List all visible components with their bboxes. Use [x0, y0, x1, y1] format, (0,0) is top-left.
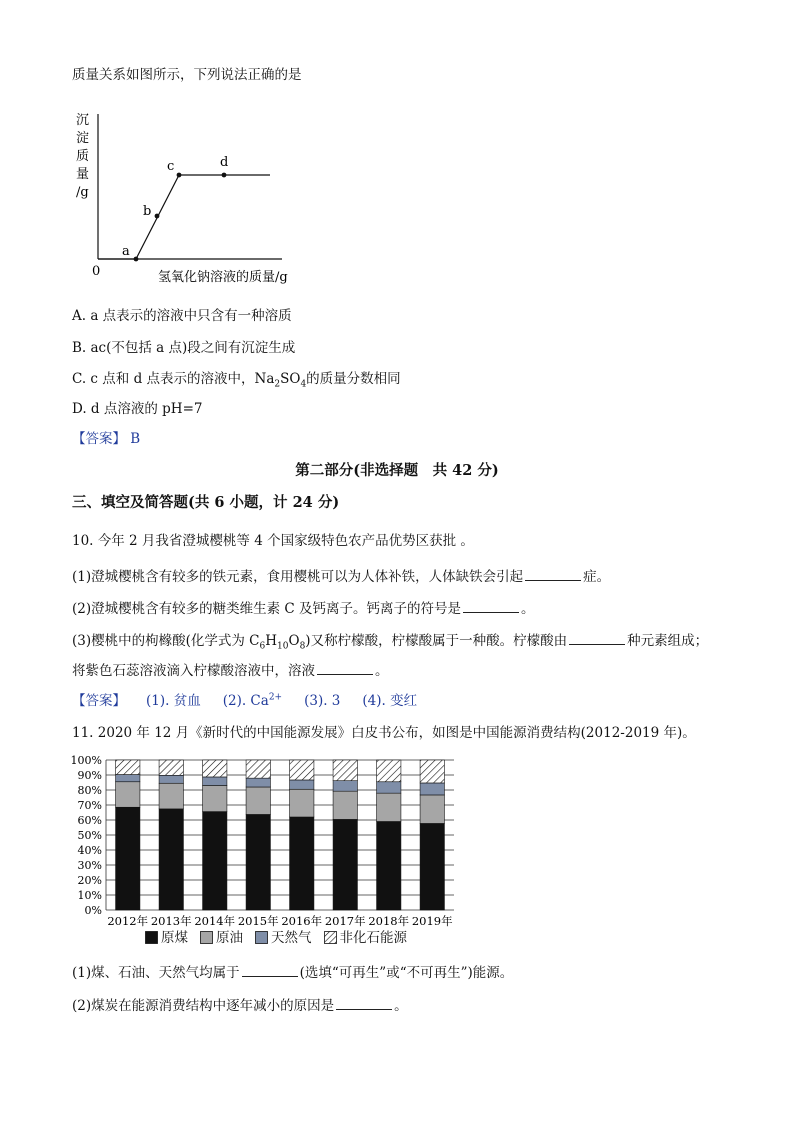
chart-bar-segment: [246, 760, 270, 778]
graph-point-b: [155, 214, 160, 219]
q10-sub3-pre: (3)樱桃中的枸橼酸(化学式为 C: [72, 633, 260, 649]
graph-label-d: d: [220, 155, 229, 170]
chart-bar-segment: [116, 775, 140, 782]
option-c-pre: C. c 点和 d 点表示的溶液中，Na: [72, 371, 275, 387]
option-b: B. ac(不包括 a 点)段之间有沉淀生成: [72, 340, 296, 356]
formula-part: O: [288, 633, 300, 649]
chart-xtick-label: 2016年: [281, 914, 323, 928]
answer-blank[interactable]: [463, 599, 519, 613]
q10-sub2-post: 。: [521, 601, 535, 617]
chart-ytick-label: 20%: [77, 874, 102, 887]
answer-blank[interactable]: [569, 631, 625, 645]
chart-xtick-label: 2012年: [107, 914, 149, 928]
graph-ylabel-char-2: 淀: [76, 131, 90, 146]
graph-point-c: [177, 173, 182, 178]
q10-stem: [72, 532, 474, 550]
chart-ytick-label: 70%: [77, 799, 102, 812]
chart-bar-segment: [420, 783, 444, 795]
chart-ytick-label: 90%: [77, 769, 102, 782]
chart-bar-segment: [333, 781, 357, 792]
chart-bar-segment: [377, 793, 401, 821]
chart-bar-segment: [290, 780, 314, 789]
chart-bar-segment: [203, 812, 227, 910]
answer-label: 【答案】: [72, 431, 126, 447]
answer-label: 【答案】: [72, 693, 126, 709]
chart-ytick-label: 40%: [77, 844, 102, 857]
chart-legend: [145, 929, 419, 947]
chart-bar-segment: [116, 782, 140, 808]
option-c-sub: 2: [274, 379, 281, 390]
chart-bar-segment: [159, 760, 183, 775]
q10-sub2-pre: (2)澄城樱桃含有较多的糖类维生素 C 及钙离子。钙离子的符号是: [72, 601, 462, 617]
option-c-mid: SO: [280, 371, 301, 387]
chart-legend-swatch: [255, 931, 268, 944]
chart-ytick-label: 30%: [77, 859, 102, 872]
graph-point-d: [222, 173, 227, 178]
chart-legend-label: 天然气: [271, 930, 312, 946]
chart-bar-segment: [377, 782, 401, 793]
q11-sub2: [72, 996, 408, 1015]
q10-sub1: [72, 567, 610, 586]
chart-xtick-label: 2017年: [324, 914, 366, 928]
chart-legend-item: [255, 930, 312, 946]
chart-bar-segment: [377, 760, 401, 782]
q10-sub1-post: 症。: [583, 569, 611, 585]
chart-legend-label: 原油: [216, 930, 243, 946]
chart-ytick-label: 100%: [70, 754, 102, 767]
option-c-post: 的质量分数相同: [306, 371, 401, 387]
q10-sub3: [72, 631, 708, 650]
answer-blank[interactable]: [242, 963, 298, 977]
chart-xtick-label: 2018年: [368, 914, 410, 928]
graph-ylabel-char-3: 质: [76, 149, 90, 164]
graph-label-c: c: [167, 159, 175, 174]
chart-bar-segment: [246, 787, 270, 814]
chart-bar-segment: [203, 760, 227, 777]
chart-ytick-label: 50%: [77, 829, 102, 842]
option-d: D. d 点溶液的 pH=7: [72, 401, 203, 417]
chart-bar-segment: [420, 823, 444, 910]
formula-sub: 8: [299, 641, 306, 652]
chart-bar-segment: [420, 795, 444, 824]
chart-legend-swatch: [324, 931, 337, 944]
energy-consumption-chart: [70, 750, 470, 950]
chart-xtick-label: 2014年: [194, 914, 236, 928]
q10-sub2: [72, 599, 535, 618]
graph-ylabel-char-5: /g: [76, 185, 89, 200]
chart-bar-segment: [290, 817, 314, 910]
q11-stem: 11. 2020 年 12 月《新时代的中国能源发展》白皮书公布，如图是中国能源消费结构(2012-2019 年)。: [72, 725, 696, 741]
q9-answer: [72, 430, 140, 448]
q11-sub2-post: 。: [394, 998, 408, 1014]
answer-blank[interactable]: [525, 567, 581, 581]
chart-bar-segment: [159, 809, 183, 910]
section3-title: 三、填空及简答题(共 6 小题，计 24 分): [72, 494, 340, 511]
chart-legend-item: [145, 930, 188, 946]
chart-legend-label: 非化石能源: [339, 930, 407, 946]
answer-blank[interactable]: [317, 661, 373, 675]
q11-sub1-post: (选填“可再生”或“不可再生”)能源。: [299, 965, 514, 981]
chart-bar-segment: [377, 822, 401, 911]
q10-sub1-pre: (1)澄城樱桃含有较多的铁元素，食用樱桃可以为人体补铁，人体缺铁会引起: [72, 569, 524, 585]
chart-bar-segment: [246, 778, 270, 787]
q9-intro: 质量关系如图所示，下列说法正确的是: [72, 67, 302, 83]
chart-legend-item: [324, 930, 408, 946]
answer-blank[interactable]: [336, 996, 392, 1010]
chart-legend-label: 原煤: [161, 930, 188, 946]
graph-label-a: a: [122, 244, 130, 259]
q10-sub3-post: 种元素组成；: [627, 633, 709, 649]
chart-bar-segment: [290, 789, 314, 817]
option-a: A. a 点表示的溶液中只含有一种溶质: [72, 308, 292, 324]
formula-sub: 10: [277, 641, 289, 652]
answer-item: (1). 贫血: [146, 693, 201, 709]
formula-part: H: [265, 633, 278, 649]
graph-origin: 0: [92, 264, 101, 279]
answer-item: [223, 693, 282, 709]
graph-xlabel: 氢氧化钠溶液的质量/g: [158, 270, 288, 285]
chart-ytick-label: 0%: [84, 904, 102, 917]
chart-bar-segment: [333, 760, 357, 781]
chart-legend-swatch: [145, 931, 158, 944]
chart-ytick-label: 80%: [77, 784, 102, 797]
q10-sub3-mid: )又称柠檬酸，柠檬酸属于一种酸。柠檬酸由: [305, 633, 568, 649]
answer-item-text: (2). Ca: [222, 693, 269, 709]
chart-xtick-label: 2013年: [150, 914, 192, 928]
answer-value: B: [130, 431, 141, 447]
q10-sub3-line2: [72, 661, 389, 680]
chart-xtick-label: 2019年: [411, 914, 453, 928]
chart-xtick-label: 2015年: [237, 914, 279, 928]
part2-title: 第二部分(非选择题 共 42 分): [295, 462, 499, 479]
chart-ytick-label: 60%: [77, 814, 102, 827]
q10-sub3-line2-pre: 将紫色石蕊溶液滴入柠檬酸溶液中，溶液: [72, 663, 315, 679]
graph-label-b: b: [143, 204, 152, 219]
chart-bar-segment: [159, 775, 183, 783]
chart-bar-segment: [116, 807, 140, 910]
q11-sub1: [72, 963, 513, 982]
graph-point-a: [134, 257, 139, 262]
graph-ylabel-char-4: 量: [76, 167, 90, 182]
chart-bar-segment: [159, 783, 183, 809]
chart-legend-swatch: [200, 931, 213, 944]
graph-ylabel-char-1: 沉: [76, 113, 90, 128]
q10-sub3-line2-post: 。: [375, 663, 389, 679]
answer-item: (3). 3: [304, 693, 341, 709]
chart-bar-segment: [116, 760, 140, 775]
chart-legend-item: [200, 930, 243, 946]
option-c-sub: 4: [300, 379, 307, 390]
chart-bar-segment: [203, 786, 227, 812]
q10-stem-end: 。: [460, 533, 474, 549]
chart-bar-segment: [333, 791, 357, 819]
chart-ytick-label: 10%: [77, 889, 102, 902]
precipitate-graph: [70, 108, 330, 294]
option-c: [72, 370, 401, 388]
chart-bar-segment: [246, 814, 270, 910]
q11-sub1-pre: (1)煤、石油、天然气均属于: [72, 965, 240, 981]
q10-answer: [72, 692, 439, 710]
chart-bar-segment: [290, 760, 314, 780]
answer-item-sup: 2+: [268, 692, 283, 703]
chart-bar-segment: [333, 819, 357, 910]
chart-bar-segment: [420, 760, 444, 783]
answer-item: (4). 变红: [362, 693, 418, 709]
q11-sub2-pre: (2)煤炭在能源消费结构中逐年减小的原因是: [72, 998, 335, 1014]
q10-stem-text: 10. 今年 2 月我省澄城樱桃等 4 个国家级特色农产品优势区获批: [72, 533, 457, 549]
formula-sub: 6: [259, 641, 266, 652]
chart-bar-segment: [203, 777, 227, 786]
